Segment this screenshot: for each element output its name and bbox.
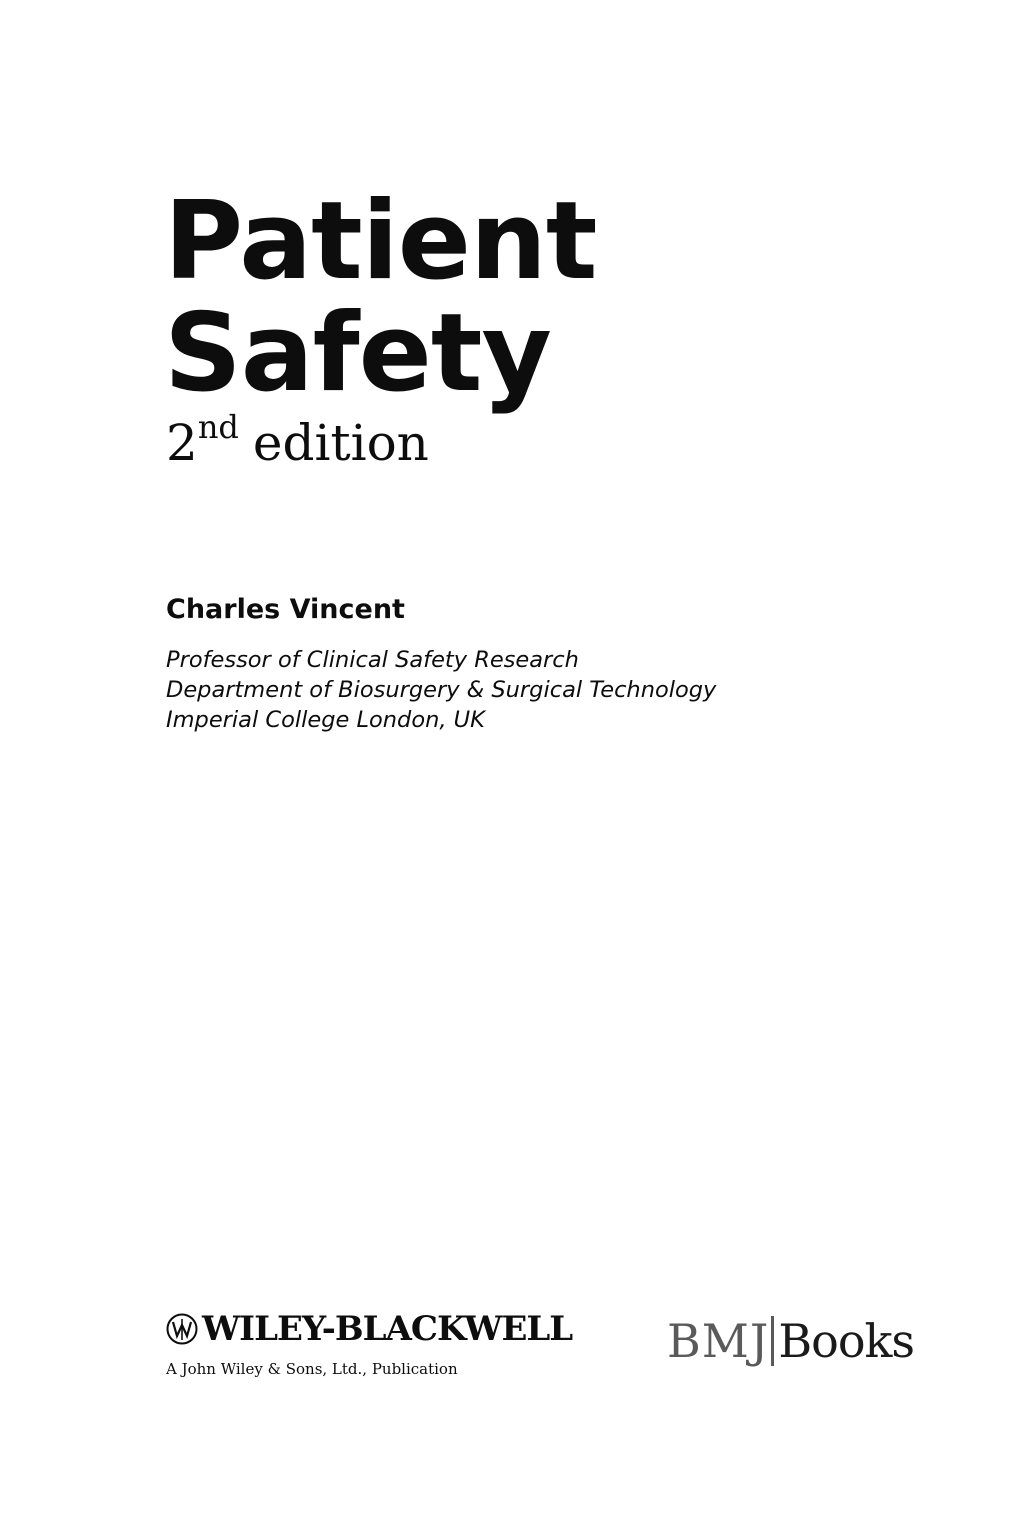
author-affiliation <box>166 645 716 735</box>
wiley-name: WILEY-BLACKWELL <box>202 1309 573 1349</box>
author-name: Charles Vincent <box>166 594 405 625</box>
affiliation-line-2: Department of Biosurgery & Surgical Technology <box>166 677 717 703</box>
bmj-label: BMJ <box>667 1314 770 1368</box>
affiliation-line-3: Imperial College London, UK <box>166 707 485 733</box>
wiley-emblem-icon <box>166 1313 198 1345</box>
affiliation-line-1: Professor of Clinical Safety Research <box>166 647 579 673</box>
title-line-2: Safety <box>164 291 551 416</box>
bmj-divider <box>771 1316 774 1366</box>
wiley-tagline: A John Wiley & Sons, Ltd., Publication <box>166 1360 458 1378</box>
bmj-books-logo <box>667 1316 914 1366</box>
edition-word: edition <box>252 414 429 472</box>
edition-label <box>166 408 429 472</box>
books-label: Books <box>778 1314 915 1368</box>
wiley-blackwell-logo <box>166 1309 573 1349</box>
edition-number: 2 <box>166 414 198 472</box>
edition-suffix: nd <box>197 408 239 447</box>
title-line-1: Patient <box>164 179 597 304</box>
